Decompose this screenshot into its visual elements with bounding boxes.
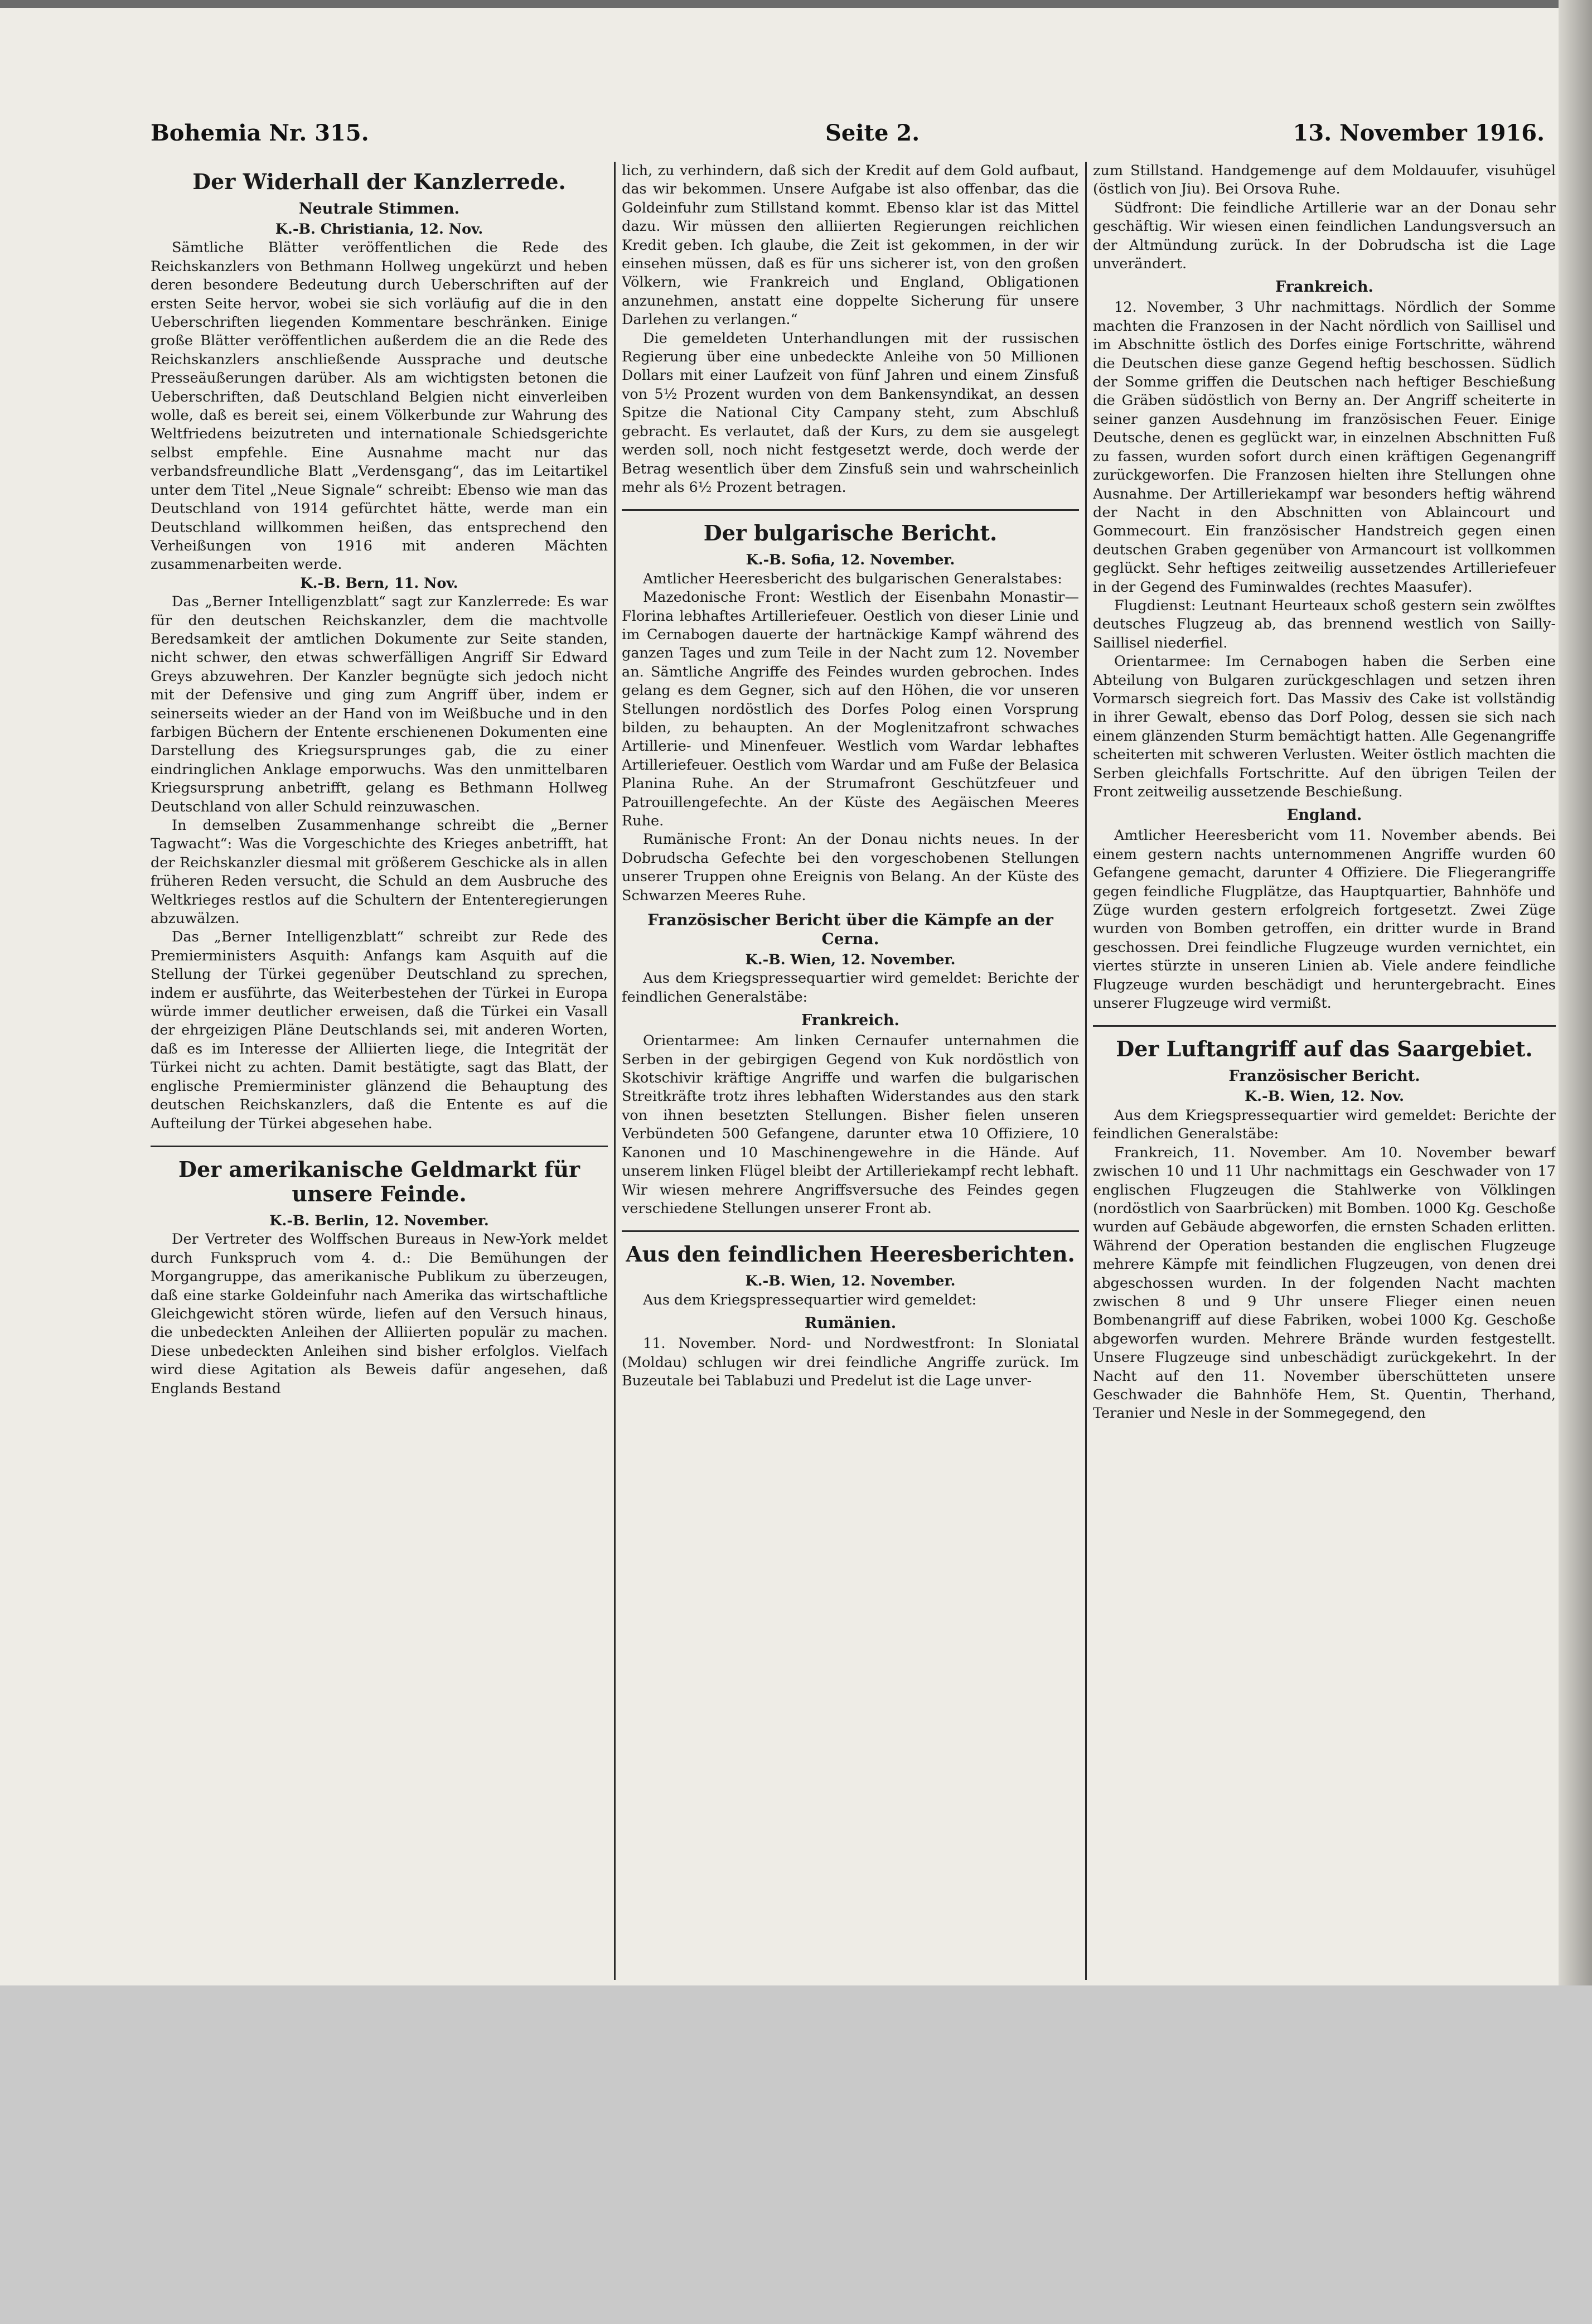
article-paragraph: 12. November, 3 Uhr nachmittags. Nördlich der Somme machten die Franzosen in der Nacht nördlich von Saillisel und im Abschnitte östlich des Dorfes einige Fortschritte, während die Deutschen diese ganze Gegend heftig beschossen. Südlich der Somme griffen die Deutschen nach heftiger Beschießung die Gräben südöstlich von Berny an. Der Angriff scheiterte in seiner ganzen Ausdehnung im französischen Feuer. Einige Deutsche, denen es geglückt war, in einzelnen Abschnitten Fuß zu fassen, wurden sofort durch einen kräftigen Gegenangriff zurückgeworfen. Die Franzosen hielten ihre Stellungen ohne Ausnahme. Der Artilleriekampf war besonders heftig während der Nacht in den Abschnitten von Ablaincourt und Gommecourt. Ein französischer Handstreich gegen einen deutschen Graben gegenüber von Armancourt ist vollkommen geglückt. Sehr heftiges zeitweilig aussetzendes Artilleriefeuer in der Gegend des Fuminwaldes (rechtes Maasufer). [1093, 299, 1556, 596]
header-paper-name: Bohemia Nr. 315. [151, 120, 369, 146]
article-paragraph: Frankreich, 11. November. Am 10. November bewarf zwischen 10 und 11 Uhr nachmittags ein Geschwader von 17 englischen Flugzeugen die Stahlwerke von Völklingen (nordöstlich von Saarbrücken) mit Bomben. 1000 Kg. Geschoße wurden auf Gebäude abgeworfen, die ernsten Schaden erlitten. Während der Operation bestanden die englischen Flugzeuge mehrere Kämpfe mit feindlichen Flugzeugen, von denen drei abgeschossen wurden. In der folgenden Nacht machten zwischen 8 und 9 Uhr unsere Flieger einen neuen Bombenangriff auf diese Fabriken, wobei 1000 Kg. Geschoße abgeworfen wurden. Mehrere Brände wurden festgestellt. Unsere Flugzeuge sind unbeschädigt zurückgekehrt. In der Nacht auf den 11. November überschütteten unsere Geschwader die Bahnhöfe Hem, St. Quentin, Therhand, Teranier und Nesle in der Sommegegend, den [1093, 1144, 1556, 1422]
header-page-number: Seite 2. [825, 120, 920, 146]
article-title: Französischer Bericht über die Kämpfe an der Cerna. [647, 911, 1053, 949]
dateline: K.-B. Wien, 12. November. [745, 1273, 956, 1290]
article-subtitle: Französischer Bericht. [1228, 1067, 1420, 1085]
section-subheading: Rumänien. [804, 1315, 897, 1332]
article-paragraph: lich, zu verhindern, daß sich der Kredit auf dem Gold aufbaut, das wir bekommen. Unsere Aufgabe ist also offenbar, das die Goldeinfuhr zum Stillstand kommt. Ebenso klar ist das Mittel dazu. Wir müssen den alliierten Regierungen reichlichen Kredit geben. Ich glaube, die Zeit ist gekommen, in der wir einsehen müssen, daß es für uns sicherer ist, von den großen Völkern, wie Frankreich und England, Obligationen anzunehmen, anstatt eine doppelte Sicherung für unsere Darlehen zu verlangen.“ [622, 162, 1079, 328]
header-date: 13. November 1916. [1293, 120, 1545, 146]
column-rule [1085, 162, 1087, 1980]
scan-right-edge [1559, 0, 1592, 1985]
section-subheading: Frankreich. [1275, 278, 1373, 296]
article-paragraph: Amtlicher Heeresbericht vom 11. November abends. Bei einem gestern nachts unternommenen Angriffe wurden 60 Gefangene gemacht, darunter 4 Offiziere. Die Fliegerangriffe gegen feindliche Flugplätze, das Hauptquartier, Bahnhöfe und Züge wurden gestern erfolgreich fortgesetzt. Zwei Züge wurden von Bomben getroffen, ein dritter wurde in Brand geschossen. Drei feindliche Flugzeuge wurden vernichtet, ein viertes stürzte in unseren Linien ab. Viele andere feindliche Flugzeuge wurden beschädigt und heruntergebracht. Eines unserer Flugzeuge wird vermißt. [1093, 827, 1556, 1012]
article-paragraph: Aus dem Kriegspressequartier wird gemeldet: [643, 1291, 977, 1308]
section-subheading: England. [1286, 806, 1362, 824]
article-paragraph: Das „Berner Intelligenzblatt“ sagt zur Kanzlerrede: Es war für den deutschen Reichskanzler, dem die machtvolle Beredsamkeit der amtlichen Dokumente zur Seite standen, nicht schwer, den etwas schwerfälligen Angriff Sir Edward Greys abzuwehren. Der Kanzler begnügte sich jedoch nicht mit der Defensive und ging zum Angriff über, indem er seinerseits wieder an der Hand von im Weißbuche und in den farbigen Büchern der Entente erschienenen Dokumenten eine Darstellung des Kriegsursprunges gab, die zu einer eindringlichen Anklage emporwuchs. Was den unmittelbaren Kriegsursprung anbetrifft, gelang es Bethmann Hollweg Deutschland von aller Schuld reinzuwaschen. [151, 593, 608, 815]
article-paragraph: Der Vertreter des Wolffschen Bureaus in New-York meldet durch Funkspruch vom 4. d.: Die Bemühungen der Morgangruppe, das amerikanische Publikum zu überzeugen, daß eine starke Goldeinfuhr nach Amerika das wirtschaftliche Gleichgewicht stören würde, liefen auf den Versuch hinaus, die unbedeckten Anleihen der Alliierten populär zu machen. Diese unbedeckten Anleihen sind bisher erfolglos. Vielfach wird diese Agitation als Beweis dafür angesehen, daß Englands Bestand [151, 1231, 608, 1397]
article-paragraph: Sämtliche Blätter veröffentlichen die Rede des Reichskanzlers von Bethmann Hollweg ungekürzt und heben deren besondere Bedeutung durch Ueberschriften auf der ersten Seite hervor, wobei sie sich vorläufig auf die in den Ueberschriften liegenden Kommentare beschränken. Einige große Blätter veröffentlichen außerdem die an die Rede des Reichskanzlers anschließende Aussprache und deutsche Presseäußerungen darüber. Als am wichtigsten betonen die Ueberschriften, daß Deutschland Belgien nicht einverleiben wolle, daß es bereit sei, einem Völkerbunde zur Wahrung des Weltfriedens beizutreten und internationale Schiedsgerichte selbst empfehle. Eine Ausnahme macht nur das verbandsfreundliche Blatt „Verdensgang“, das im Leitartikel unter dem Titel „Neue Signale“ schreibt: Ebenso wie man das Deutschland von 1914 gefürchtet hätte, werde man ein Deutschland willkommen heißen, das entsprechend den Verheißungen von 1916 mit anderen Mächten zusammenarbeiten werde. [151, 239, 608, 573]
article-paragraph: Aus dem Kriegspressequartier wird gemeldet: Berichte der feindlichen Generalstäbe: [1093, 1107, 1556, 1143]
scan-top-edge [0, 0, 1592, 8]
dateline: K.-B. Wien, 12. Nov. [1244, 1088, 1405, 1105]
section-rule [1093, 1025, 1556, 1027]
page-header [151, 114, 1545, 153]
article-paragraph: zum Stillstand. Handgemenge auf dem Moldauufer, visuhügel (östlich von Jiu). Bei Orsova Ruhe. [1093, 162, 1556, 198]
column-rule [614, 162, 616, 1980]
article-paragraph: Das „Berner Intelligenzblatt“ schreibt zur Rede des Premierministers Asquith: Anfangs kam Asquith auf die Stellung der Türkei gegenüber Deutschland zu sprechen, indem er ausführte, das Weiterbestehen der Türkei in Europa würde immer deutlicher erweisen, daß die Türkei ein Vasall der ehrgeizigen Pläne Deutschlands sei, mit anderen Worten, daß es im Interesse der Alliierten liege, die Integrität der Türkei nicht zu achten. Damit bestätigte, sagt das Blatt, der englische Premierminister glänzend die Behauptung des deutschen Reichskanzlers, daß die Entente es auf die Aufteilung der Türkei abgesehen habe. [151, 929, 608, 1132]
article-title: Der amerikanische Geldmarkt für unsere Feinde. [178, 1156, 580, 1206]
article-title: Der Widerhall der Kanzlerrede. [192, 169, 566, 194]
article-paragraph: Südfront: Die feindliche Artillerie war an der Donau sehr geschäftig. Wir wiesen einen feindlichen Landungsversuch an der Altmündung zurück. In der Dobrudscha ist die Lage unverändert. [1093, 199, 1556, 273]
article-paragraph: Amtlicher Heeresbericht des bulgarischen Generalstabes: [643, 570, 1062, 587]
column-2 [622, 162, 1079, 1969]
article-paragraph: Die gemeldeten Unterhandlungen mit der russischen Regierung über eine unbedeckte Anleihe von 50 Millionen Dollars mit einer Laufzeit von fünf Jahren und einem Zinsfuß von 5½ Prozent wurden von dem Bankensyndikat, an dessen Spitze die National City Campany steht, zum Abschluß gebracht. Es verlautet, daß der Kurs, zu dem sie ausgelegt werden soll, noch nicht festgesetzt werde, doch werde der Betrag wesentlich über dem Zinsfuß sein und wahrscheinlich mehr als 6½ Prozent betragen. [622, 330, 1079, 496]
dateline: K.-B. Christiania, 12. Nov. [275, 221, 483, 238]
article-title: Der Luftangriff auf das Saargebiet. [1116, 1036, 1533, 1062]
section-rule [622, 509, 1079, 511]
column-1 [151, 162, 608, 1969]
article-paragraph: Aus dem Kriegspressequartier wird gemeldet: Berichte der feindlichen Generalstäbe: [622, 970, 1079, 1006]
article-title: Aus den feindlichen Heeresberichten. [626, 1241, 1075, 1267]
dateline: K.-B. Sofia, 12. November. [746, 552, 955, 569]
column-3 [1093, 162, 1556, 1969]
section-rule [622, 1230, 1079, 1232]
scan-background [0, 1985, 1592, 2324]
article-paragraph: 11. November. Nord- und Nordwestfront: In Sloniatal (Moldau) schlugen wir drei feindliche Angriffe zurück. Im Buzeutale bei Tablabuzi und Predelut ist die Lage unver- [622, 1335, 1079, 1389]
dateline: K.-B. Wien, 12. November. [745, 951, 956, 969]
dateline: K.-B. Berlin, 12. November. [269, 1212, 489, 1229]
article-paragraph: Flugdienst: Leutnant Heurteaux schoß gestern sein zwölftes deutsches Flugzeug ab, das brennend westlich von Sailly-Saillisel niederfiel. [1093, 597, 1556, 651]
article-paragraph: Mazedonische Front: Westlich der Eisenbahn Monastir—Florina lebhaftes Artilleriefeuer. Oestlich von dieser Linie und im Cernabogen dauerte der hartnäckige Kampf während des ganzen Tages und zum Teile in der Nacht zum 12. November an. Sämtliche Angriffe des Feindes wurden gebrochen. Indes gelang es dem Gegner, sich auf den Höhen, die vor unseren Stellungen nordöstlich des Dorfes Polog einen Vorsprung bilden, zu behaupten. An der Moglenitzafront schwaches Artillerie- und Minenfeuer. Westlich vom Wardar lebhaftes Artilleriefeuer. Oestlich vom Wardar und am Fuße der Belasica Planina Ruhe. An der Strumafront Geschützfeuer und Patrouillengefechte. An der Küste des Aegäischen Meeres Ruhe. [622, 589, 1079, 829]
article-paragraph: Orientarmee: Am linken Cernaufer unternahmen die Serben in der gebirgigen Gegend von Kuk nordöstlich von Skotschivir kräftige Angriffe und warfen die bulgarischen Streitkräfte trotz ihres lebhaften Widerstandes aus den stark von ihnen besetzten Stellungen. Bisher fielen unseren Verbündeten 500 Gefangene, darunter etwa 10 Offiziere, 10 Kanonen und 10 Maschinengewehre in die Hände. Auf unserem linken Flügel bleibt der Artilleriekampf recht lebhaft. Wir wiesen mehrere Angriffsversuche des Feindes gegen verschiedene Stellungen unserer Front ab. [622, 1032, 1079, 1217]
article-paragraph: Orientarmee: Im Cernabogen haben die Serben eine Abteilung von Bulgaren zurückgeschlagen und setzen ihren Vormarsch siegreich fort. Das Massiv des Cake ist vollständig in ihrer Gewalt, ebenso das Dorf Polog, dessen sie sich nach einem glänzenden Sturm bemächtigt hatten. Alle Gegenangriffe scheiterten mit schweren Verlusten. Weiter östlich machten die Serben gleichfalls Fortschritte. Auf den übrigen Teilen der Front zeitweilig aussetzende Beschießung. [1093, 653, 1556, 800]
dateline: K.-B. Bern, 11. Nov. [300, 574, 458, 592]
section-subheading: Frankreich. [801, 1012, 899, 1030]
article-subtitle: Neutrale Stimmen. [298, 200, 460, 218]
article-title: Der bulgarische Bericht. [703, 520, 998, 546]
section-rule [151, 1146, 608, 1147]
article-paragraph: Rumänische Front: An der Donau nichts neues. In der Dobrudscha Gefechte bei den vorgeschobenen Stellungen unserer Truppen ohne Ereignis von Belang. An der Küste des Schwarzen Meeres Ruhe. [622, 831, 1079, 904]
article-paragraph: In demselben Zusammenhange schreibt die „Berner Tagwacht“: Was die Vorgeschichte des Krieges anbetrifft, hat der Reichskanzler diesmal mit größerem Geschicke als in allen früheren Reden versucht, die Schuld an dem Ausbruche des Weltkrieges restlos auf die Schultern der Ententeregierungen abzuwälzen. [151, 817, 608, 927]
